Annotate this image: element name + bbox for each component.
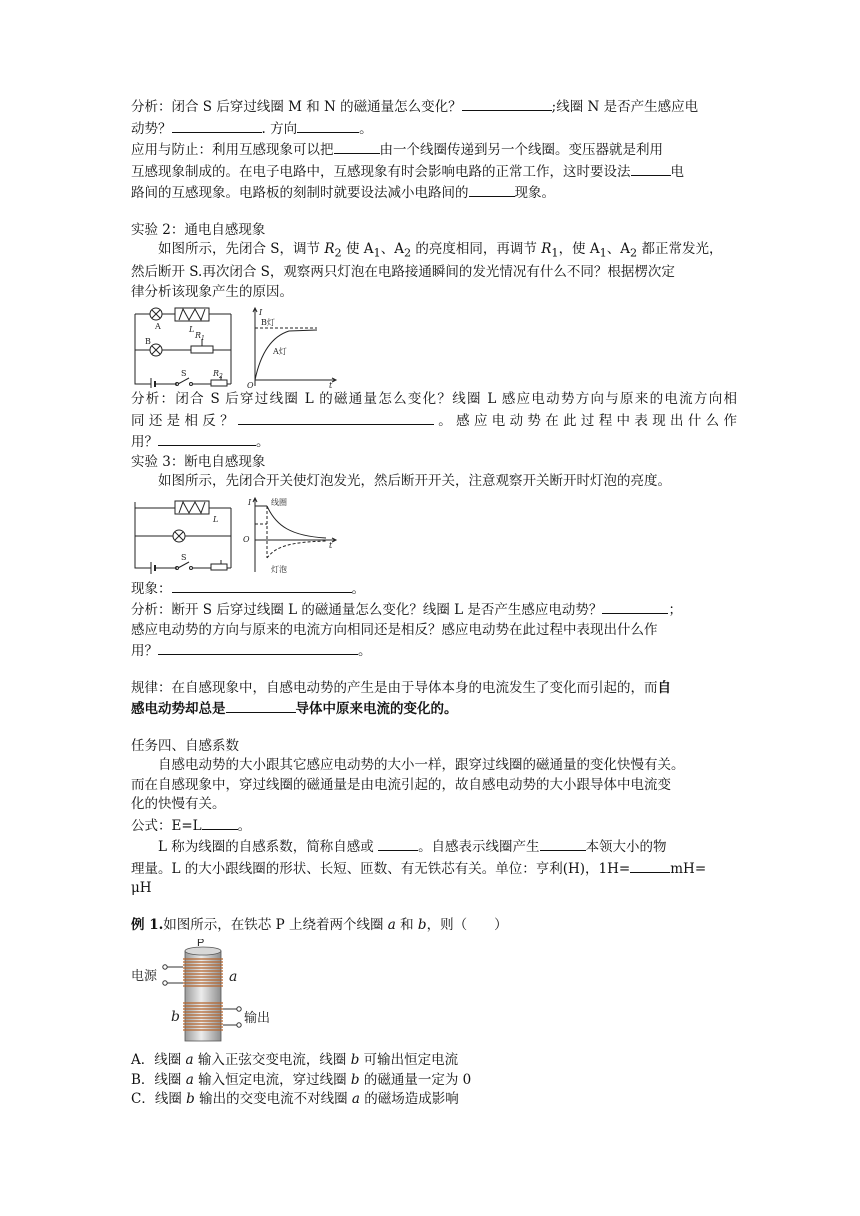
example-1-options: [131, 1051, 737, 1110]
answer-blank[interactable]: [602, 599, 668, 614]
answer-blank[interactable]: [540, 836, 586, 851]
y-axis-label: I: [248, 497, 252, 507]
answer-blank[interactable]: [378, 836, 418, 851]
break-self-induction-figure: [131, 496, 341, 576]
switch-label: S: [181, 552, 187, 562]
option-c[interactable]: C．线圈 b 输出的交变电流不对线圈 a 的磁场造成影响: [131, 1091, 459, 1108]
answer-blank[interactable]: [158, 640, 358, 655]
iron-core-coils-figure: [131, 939, 291, 1049]
experiment-3-description: 如图所示，先闭合开关使灯泡发光，然后断开开关，注意观察开关断开时灯泡的亮度。: [158, 473, 671, 490]
coil-b-label: b: [171, 1009, 180, 1026]
switch-label: S: [181, 369, 187, 379]
answer-blank[interactable]: [334, 139, 380, 154]
origin-label: O: [247, 381, 254, 389]
application-paragraph: 应用与防止：利用互感现象可以把 由一个线圈传递到另一个线圈。变压器就是利用: [131, 139, 737, 161]
curve-b-label: B灯: [261, 318, 275, 328]
x-axis-label: t: [329, 540, 333, 550]
experiment-3-analysis: 分析：断开 S 后穿过线圈 L 的磁通量怎么变化？线圈 L 是否产生感应电动势？ ；: [131, 599, 737, 621]
formula-line: 公式：E=L 。: [131, 815, 737, 837]
document-page: 分析：闭合 S 后穿过线圈 M 和 N 的磁通量怎么变化？ ;线圈 N 是否产生感应电 动势？ . 方向 。 应用与防止：利用互感现象可以把 由一个线圈传递到另一个线圈。变压器就是利用 互感现象制成的。在电子电路中，互感现象有时会影响电路的正常工作，这时要设法 电 路间的互感现象。电路板的刻制时就要设法减小电路间的 现象。 实验 2：通电自感现象 如图所示，先闭合 S，调节 $R_2$ 使 $A_1$、$A_2$ 的亮度相同，再调节 $R_1$，使 $A_1$、$A_2$ 都正常发光， 然后断开 S.再次闭合 S，观察两只灯泡在电路接通瞬间的发光情况有什么不同？根据楞次定 律分析该现象产生的原因。 A L B $R_1$ S $R_2$ I t O B灯 A灯 分析：闭合 S 后穿过线圈 L 的磁通量怎么变化？线圈 L 感应电动势方向与原来的电流方向相 同还是相反？ 。感应电动势在此过程中表现出什么作 用？ 。 实验 3：断电自感现象 如图所示，先闭合开关使灯泡发光，然后断开开关，注意观察开关断开时灯泡的亮度。 L S I t O 线圈 灯泡 现象： 。 分析：断开 S 后穿过线圈 L 的磁通量怎么变化？线圈 L 是否产生感应电动势？ ； 感应电动势的方向与原来的电流方向相同还是相反？感应电动势在此过程中表现出什么作 用？ 。 规律：在自感现象中，自感电动势的产生是由于导体本身的电流发生了变化而引起的，而自 感电动势却总是 导体中原来电流的变化的。 任务四、自感系数 自感电动势的大小跟其它感应电动势的大小一样，跟穿过线圈的磁通量的变化快慢有关。 而在自感现象中，穿过线圈的磁通量是由电流引起的，故自感电动势的大小跟导体中电流变 化的快慢有关。 公式：E=L 。 L 称为线圈的自感系数，简称自感或 。自感表示线圈产生 本领大小的物 理量。L 的大小跟线圈的形状、长短、匝数、有无铁芯有关。单位：亨利(H)，1H= mH= μH 例 1.如图所示，在铁芯 P 上绕着两个线圈 a 和 b，则（ ） P 电源 a b 输出 A．线圈 a 输入正弦交变电流，线圈 b 可输出恒定电流 B．线圈 a 输入恒定电流，穿过线圈 b 的磁通量一定为 0 C．线圈 b 输出的交变电流不对线圈 a 的磁场造成影响: [131, 96, 737, 1110]
answer-blank[interactable]: [226, 698, 296, 713]
lamp-b-label: B: [145, 337, 151, 347]
r1-label: $R_1$: [195, 331, 205, 343]
answer-blank[interactable]: [469, 182, 515, 197]
r2-label: $R_2$: [213, 369, 223, 381]
example-1-question: 例 1.如图所示，在铁芯 P 上绕着两个线圈 a 和 b，则（ ）: [131, 916, 508, 933]
experiment-3-title: 实验 3：断电自感现象: [131, 453, 266, 470]
task-4-title: 任务四、自感系数: [131, 737, 239, 754]
origin-label: O: [243, 534, 250, 544]
core-label: P: [197, 939, 205, 950]
answer-blank[interactable]: [172, 578, 352, 593]
output-label: 输出: [244, 1010, 271, 1026]
answer-blank[interactable]: [631, 161, 671, 176]
answer-blank[interactable]: [238, 410, 434, 425]
x-axis-label: t: [329, 381, 333, 389]
coil-a-label: a: [229, 969, 238, 986]
power-source-label: 电源: [131, 968, 158, 984]
answer-blank[interactable]: [297, 118, 359, 133]
lamp-a-label: A: [155, 322, 161, 332]
inductor-label: L: [213, 514, 219, 524]
answer-blank[interactable]: [202, 815, 238, 830]
coil-curve-label: 线圈: [271, 497, 287, 507]
answer-blank[interactable]: [462, 96, 552, 111]
experiment-2-description: 如图所示，先闭合 S，调节 $R_2$ 使 $A_1$、$A_2$ 的亮度相同，再调节 $R_1$，使 $A_1$、$A_2$ 都正常发光，: [158, 241, 723, 260]
answer-blank[interactable]: [172, 118, 262, 133]
bulb-curve-label: 灯泡: [271, 564, 287, 574]
energize-self-induction-figure: [131, 306, 341, 388]
option-a[interactable]: A．线圈 a 输入正弦交变电流，线圈 b 可输出恒定电流: [131, 1052, 459, 1069]
inductor-label: L: [189, 325, 195, 335]
curve-a-label: A灯: [273, 347, 287, 357]
option-b[interactable]: B．线圈 a 输入恒定电流，穿过线圈 b 的磁通量一定为 0: [131, 1071, 472, 1088]
experiment-2-analysis: 分析：闭合 S 后穿过线圈 L 的磁通量怎么变化？线圈 L 感应电动势方向与原来的电流方向相: [131, 391, 737, 408]
phenomenon-line: 现象： 。: [131, 578, 737, 600]
rule-paragraph: 规律：在自感现象中，自感电动势的产生是由于导体本身的电流发生了变化而引起的，而自: [131, 679, 671, 696]
experiment-2-title: 实验 2：通电自感现象: [131, 221, 266, 238]
answer-blank[interactable]: [158, 431, 256, 446]
answer-blank[interactable]: [630, 858, 670, 873]
y-axis-label: I: [259, 308, 263, 318]
mutual-analysis: 分析：闭合 S 后穿过线圈 M 和 N 的磁通量怎么变化？ ;线圈 N 是否产生感应电: [131, 96, 737, 118]
